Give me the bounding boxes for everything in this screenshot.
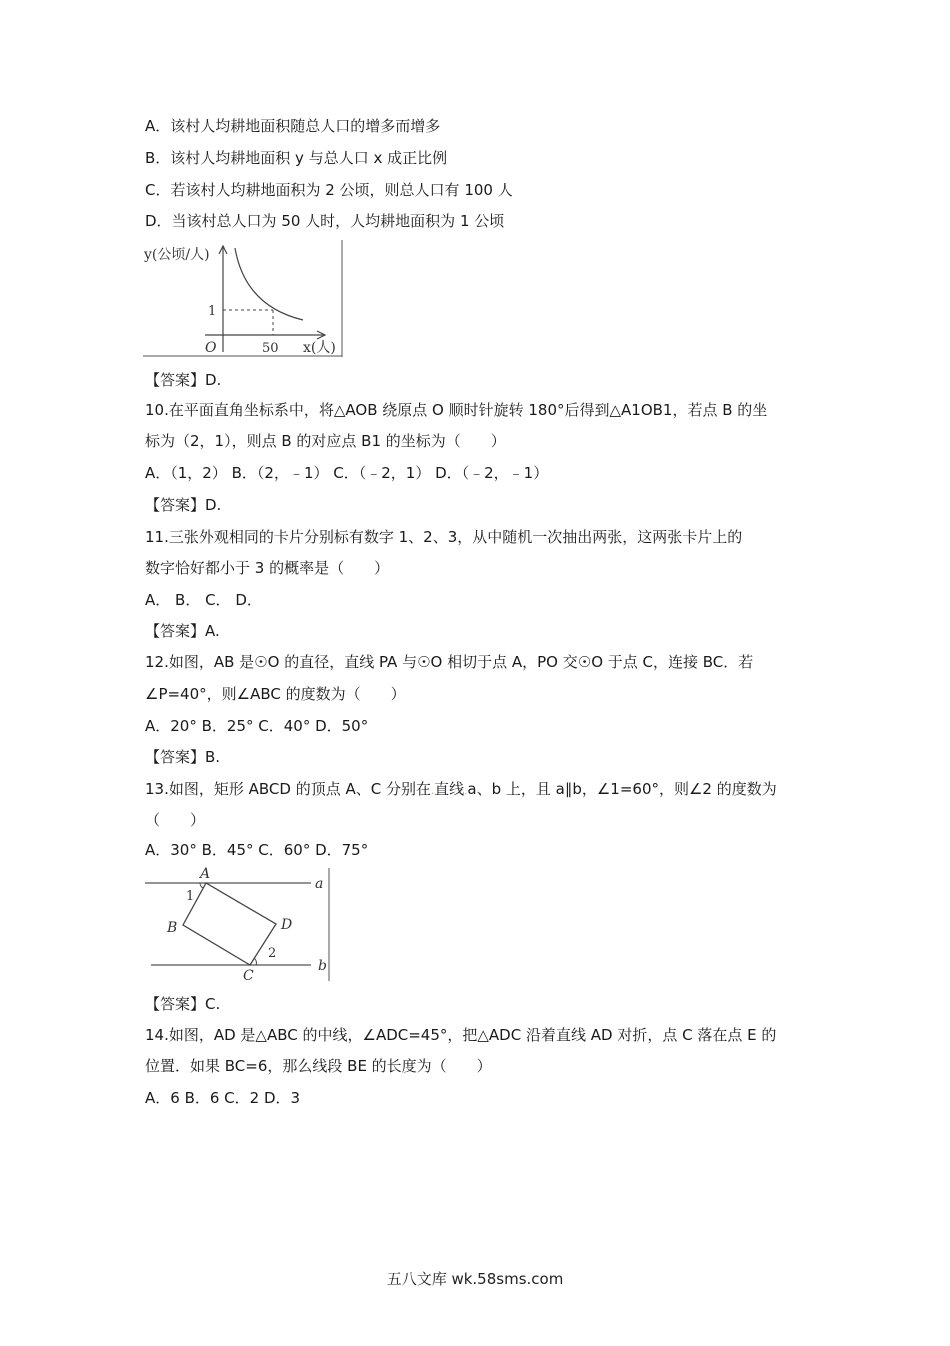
question-10-options: A．（1，2） B．（2，﹣1） C．（﹣2，1） D．（﹣2，﹣1） xyxy=(145,464,549,482)
origin-label: O xyxy=(205,340,217,356)
question-14-options: A．6 B．6 C．2 D．3 xyxy=(145,1089,301,1107)
line-b-label: b xyxy=(318,958,327,974)
vertex-c-label: C xyxy=(243,968,254,982)
line-a-label: a xyxy=(315,876,324,892)
question-12-options: A．20° B．25° C．40° D．50° xyxy=(145,717,369,735)
question-13-part-2: 直线 xyxy=(434,780,465,798)
angle-2-label: 2 xyxy=(268,946,277,961)
option-a-line: A．该村人均耕地面积随总人口的增多而增多 xyxy=(145,117,441,135)
question-11-line-2: 数字恰好都小于 3 的概率是（ ） xyxy=(145,559,390,577)
question-13-line-1: 13.如图，矩形 ABCD 的顶点 A、C 分别在.直线.a、b 上，且 a∥b，∠1=60°，则∠2 的度数为 xyxy=(145,780,777,798)
question-12-line-2: ∠P=40°，则∠ABC 的度数为（ ） xyxy=(145,685,406,703)
question-14-line-2: 位置．如果 BC=6，那么线段 BE 的长度为（ ） xyxy=(145,1057,492,1075)
angle-1-label: 1 xyxy=(186,889,195,904)
y-tick-label: 1 xyxy=(208,304,217,319)
option-c-line: C．若该村人均耕地面积为 2 公顷，则总人口有 100 人 xyxy=(145,181,513,199)
footer-watermark: 五八文库 wk.58sms.com xyxy=(386,1270,564,1288)
vertex-d-label: D xyxy=(281,917,293,933)
y-axis-label: y(公顷/人) xyxy=(144,247,210,263)
answer-9: 【答案】D. xyxy=(145,371,222,389)
answer-12: 【答案】B. xyxy=(145,748,221,766)
answer-11: 【答案】A. xyxy=(145,622,220,640)
hyperbola-curve xyxy=(235,248,303,320)
question-10-line-2: 标为（2，1），则点 B 的对应点 B1 的坐标为（ ） xyxy=(145,432,506,450)
question-13-options: A．30° B．45° C．60° D．75° xyxy=(145,841,369,859)
vertex-a-label: A xyxy=(200,866,211,882)
question-10-line-1: 10.在平面直角坐标系中，将△AOB 绕原点 O 顺时针旋转 180°后得到△A1OB1，若点 B 的坐 xyxy=(145,401,768,419)
question-11-line-1: 11.三张外观相同的卡片分别标有数字 1、2、3，从中随机一次抽出两张，这两张卡片上的 xyxy=(145,528,743,546)
question-13-part-1: 13.如图，矩形 ABCD 的顶点 A、C 分别在 xyxy=(145,780,431,798)
x-axis-label: x(人) xyxy=(303,340,336,356)
question-13-line-2: （ ） xyxy=(145,811,206,829)
rectangle-abcd xyxy=(183,883,276,965)
inverse-proportion-graph xyxy=(143,240,343,358)
option-d-line: D．当该村总人口为 50 人时，人均耕地面积为 1 公顷 xyxy=(145,212,505,230)
option-b-line: B．该村人均耕地面积 y 与总人口 x 成正比例 xyxy=(145,149,448,167)
x-tick-label: 50 xyxy=(262,341,279,356)
question-11-options: A． B． C． D． xyxy=(145,591,262,609)
question-12-line-1: 12.如图，AB 是☉O 的直径，直线 PA 与☉O 相切于点 A，PO 交☉O 于点 C，连接 BC．若 xyxy=(145,653,754,671)
answer-13: 【答案】C. xyxy=(145,995,221,1013)
question-14-line-1: 14.如图，AD 是△ABC 的中线，∠ADC=45°，把△ADC 沿着直线 AD 对折，点 C 落在点 E 的 xyxy=(145,1026,777,1044)
rectangle-parallel-lines-figure xyxy=(143,866,333,982)
answer-10: 【答案】D. xyxy=(145,496,222,514)
vertex-b-label: B xyxy=(167,920,178,936)
question-13-part-3: a、b 上，且 a∥b，∠1=60°，则∠2 的度数为 xyxy=(467,780,777,798)
